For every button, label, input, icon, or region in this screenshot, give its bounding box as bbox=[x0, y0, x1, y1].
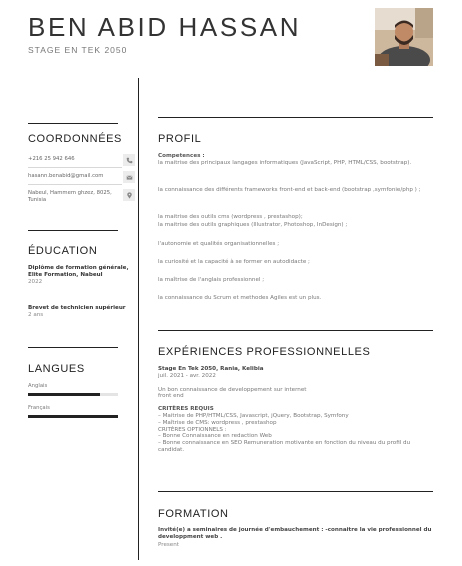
experience-criteria-line: – Maîtrise de CMS: wordpress , prestashop bbox=[158, 419, 277, 426]
experience-criteria-line: – Bonne connaissance en SEO Remuneration motivante en fonction du niveau du profil du candidat. bbox=[158, 440, 411, 453]
experience-summary: front end bbox=[158, 393, 184, 400]
language-level-fill bbox=[28, 415, 118, 418]
training-item bbox=[158, 527, 434, 549]
profile-line: la connaissance des différents frameworks front-end et back-end (bootstrap ,symfonie/php ) ; bbox=[158, 187, 421, 193]
contact-email-text[interactable]: hasann.benabid@gmail.com bbox=[28, 173, 104, 179]
education-item bbox=[28, 305, 132, 319]
profile-line: la curiosité et la capacité à se former en autodidacte ; bbox=[158, 259, 310, 265]
candidate-subtitle: STAGE EN TEK 2050 bbox=[28, 45, 128, 55]
experience-top-rule bbox=[158, 330, 433, 331]
training-description: Invité(e) a seminaires de journée d'embauchement : -connaitre la vie professionnel du developpment web . bbox=[158, 527, 432, 541]
contact-address-text: Nabeul, Hammem ghzez, 8025, Tunisia bbox=[28, 190, 112, 204]
experience-criteria-line: – Maitrise de PHP/HTML/CSS, Javascript, jQuery, Bootstrap, Symfony bbox=[158, 412, 349, 419]
language-name: Français bbox=[28, 405, 50, 411]
profile-top-rule bbox=[158, 117, 433, 118]
contact-email bbox=[28, 173, 136, 180]
education-degree: Brevet de technicien supérieur bbox=[28, 305, 126, 311]
experience-criteria-title: CRITÈRES REQUIS bbox=[158, 406, 214, 413]
location-pin-icon bbox=[123, 189, 135, 201]
profile-line: la maitrise des outils cms (wordpress , prestashop); bbox=[158, 214, 303, 220]
contact-phone-text: +216 25 942 646 bbox=[28, 156, 75, 162]
contact-separator bbox=[28, 184, 122, 185]
mail-icon bbox=[123, 171, 135, 183]
language-item bbox=[28, 405, 118, 418]
experience-summary: Un bon connaissance de developpement sur internet bbox=[158, 386, 307, 393]
contact-address bbox=[28, 190, 136, 204]
experience-job-title: Stage En Tek 2050, Rania, Kelibia bbox=[158, 366, 264, 372]
training-section-title: FORMATION bbox=[158, 508, 229, 520]
education-year: 2 ans bbox=[28, 312, 44, 319]
training-status: Present bbox=[158, 541, 179, 548]
education-top-rule bbox=[28, 230, 118, 231]
education-section-title: ÉDUCATION bbox=[28, 245, 98, 257]
education-item bbox=[28, 265, 132, 287]
education-degree: Diplôme de formation générale, Elite Formation, Nabeul bbox=[28, 265, 129, 279]
experience-dates: juil. 2021 - avr. 2022 bbox=[158, 372, 216, 379]
profile-section-title: PROFIL bbox=[158, 133, 202, 145]
profile-line: la maitrise des principaux langages informatiques (JavaScript, PHP, HTML/CSS, bootstrap). bbox=[158, 160, 412, 166]
profile-photo bbox=[375, 8, 433, 66]
education-year: 2022 bbox=[28, 279, 43, 286]
languages-section-title: LANGUES bbox=[28, 363, 85, 375]
profile-line: la maîtrise de l'anglais professionnel ; bbox=[158, 277, 265, 283]
contact-phone bbox=[28, 156, 136, 163]
profile-line: l'autonomie et qualités organisationnelles ; bbox=[158, 241, 280, 247]
training-top-rule bbox=[158, 491, 433, 492]
experience-criteria-line: – Bonne Connaissance en redaction Web bbox=[158, 433, 272, 440]
column-divider bbox=[138, 78, 139, 560]
phone-icon bbox=[123, 154, 135, 166]
profile-line: Competences : bbox=[158, 153, 205, 159]
experience-section-title: EXPÉRIENCES PROFESSIONNELLES bbox=[158, 346, 371, 358]
language-level-bar bbox=[28, 393, 118, 396]
contact-top-rule bbox=[28, 123, 118, 124]
contact-separator bbox=[28, 167, 122, 168]
language-item bbox=[28, 383, 118, 396]
experience-item bbox=[158, 366, 434, 454]
profile-line: la connaissance du Scrum et methodes Agiles est un plus. bbox=[158, 295, 322, 301]
language-level-fill bbox=[28, 393, 100, 396]
candidate-name: BEN ABID HASSAN bbox=[28, 12, 302, 42]
language-level-bar bbox=[28, 415, 118, 418]
languages-top-rule bbox=[28, 347, 118, 348]
experience-optional-title: CRITÈRES OPTIONNELS : bbox=[158, 426, 227, 433]
language-name: Anglais bbox=[28, 383, 48, 389]
contact-section-title: COORDONNÉES bbox=[28, 133, 122, 145]
profile-line: la maitrise des outils graphiques (Illustrator, Photoshop, InDesign) ; bbox=[158, 222, 348, 228]
